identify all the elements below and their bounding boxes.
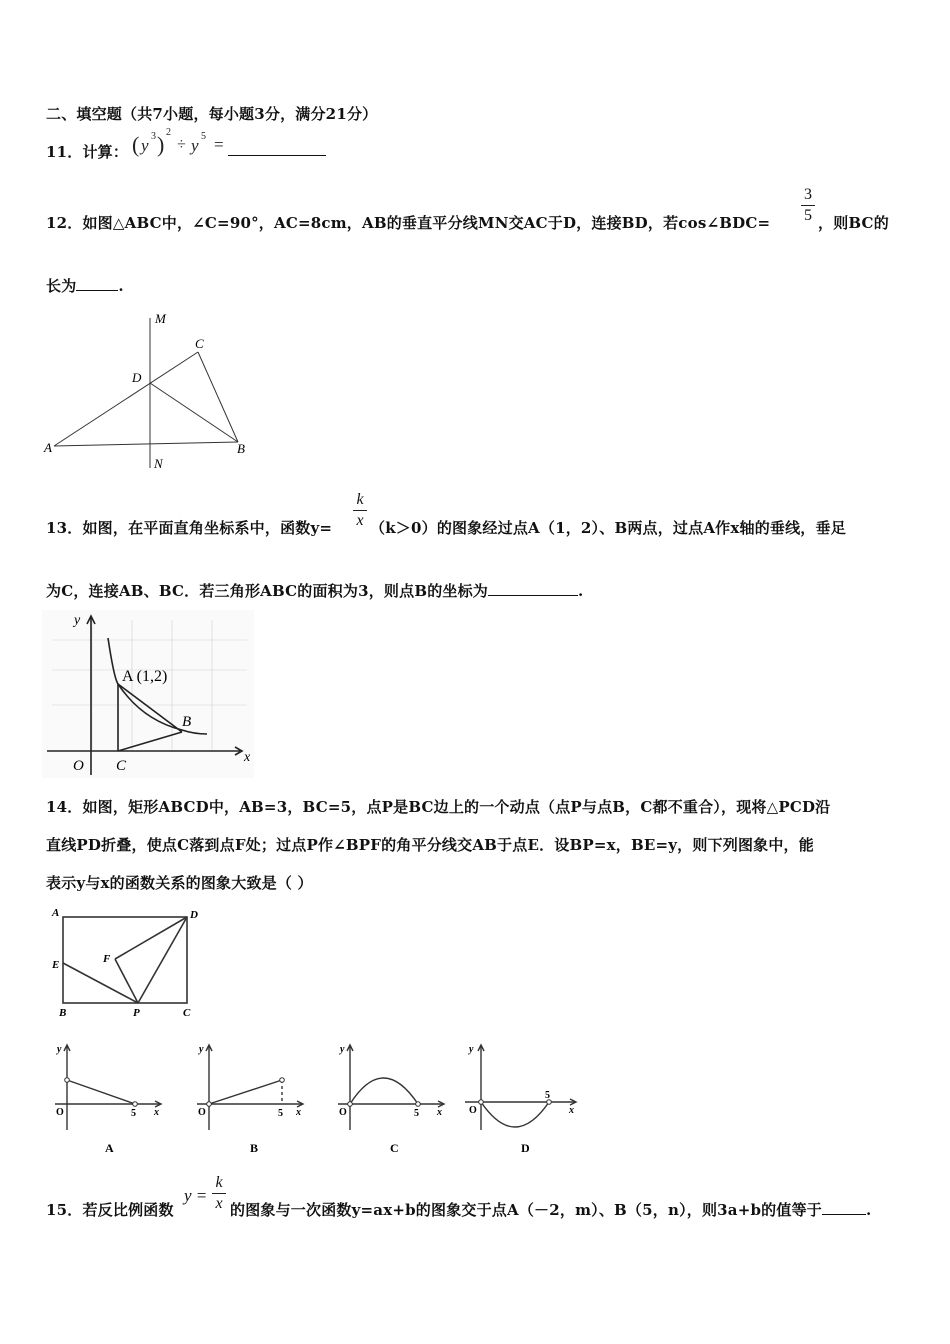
q14-c-x: x [437,1107,442,1118]
q14-c-y: y [340,1044,345,1055]
q14-label-c: C [183,1007,191,1019]
q14-label-a: A [52,907,60,919]
q14-option-graph-b [187,1040,307,1155]
q14-b-y: y [199,1044,204,1055]
q12-label-b: B [237,441,245,456]
q14-a-o: O [56,1107,64,1118]
q13-fraction [353,491,367,530]
q15-frac-den: x [215,1195,223,1212]
q14-option-graph-a [45,1040,165,1155]
q13-line2-end: . [578,582,584,600]
q13-line1-a: 13．如图，在平面直角坐标系中，函数y= [46,519,333,537]
q15-prefix: 15．若反比例函数 [46,1201,174,1219]
q13-label-a: A (1,2) [122,668,168,685]
q12-triangle-figure [40,310,260,475]
q13-line2 [46,580,583,601]
q12-answer-blank [76,290,118,291]
q14-b-x: x [296,1107,301,1118]
q15-y-eq: y = [184,1186,208,1205]
q14-c-5: 5 [414,1108,419,1119]
q14-label-f: F [103,953,111,965]
q14-b-o: O [198,1107,206,1118]
q14-label-e: E [52,959,60,971]
q12-line2-text: 长为 [46,277,77,295]
q13-answer-blank [488,595,578,596]
section-title: 二、填空题（共7小题，每小题3分，满分21分） [46,105,378,123]
q14-d-o: O [469,1105,477,1116]
q13-label-x: x [244,750,251,765]
q12-label-n: N [154,456,163,471]
q15-frac-num: k [215,1174,223,1191]
q14-line1: 14．如图，矩形ABCD中，AB=3，BC=5，点P是BC边上的一个动点（点P与点B，C都不重合），现将△PCD沿 [46,798,831,816]
q11-equals: = [214,135,224,154]
q13-coordinate-figure [42,610,257,780]
q12-line1-tail: ，则BC的 [818,214,889,232]
q13-frac-den: x [356,512,364,529]
q11-divide: ÷ [177,136,186,153]
q12-label-c: C [195,336,204,351]
q14-a-5: 5 [131,1108,136,1119]
q13-label-y: y [74,613,81,628]
q13-label-b: B [182,714,192,730]
q14-label-d: D [190,909,198,921]
q11-prefix: 11．计算： [46,143,129,161]
q12-line2 [46,275,124,296]
q14-option-d: D [521,1141,530,1155]
q12-label-d: D [132,370,142,385]
q13-line1-b: （k＞0）的图象经过点A（1，2）、B两点，过点A作x轴的垂线，垂足 [370,519,846,537]
q14-label-b: B [59,1007,67,1019]
q12-frac-den: 5 [804,207,812,224]
q14-c-o: O [339,1107,347,1118]
q14-a-y: y [57,1044,62,1055]
q13-frac-num: k [356,491,364,508]
q14-option-a: A [105,1141,114,1155]
q15-answer-blank [822,1214,866,1215]
q12-label-a: A [44,440,52,455]
q13-line2-text: 为C，连接AB、BC．若三角形ABC的面积为3，则点B的坐标为 [46,582,489,600]
q14-d-5: 5 [545,1090,550,1101]
q14-option-c: C [390,1141,399,1155]
q14-rectangle-figure [48,905,218,1020]
q14-b-5: 5 [278,1108,283,1119]
q14-option-graph-c [328,1040,448,1155]
q14-line3: 表示y与x的函数关系的图象大致是（ ） [46,874,313,892]
q14-option-graph-d [455,1040,580,1155]
q11-outer-exp: 2 [166,127,171,138]
q14-line2: 直线PD折叠，使点C落到点F处；过点P作∠BPF的角平分线交AB于点E．设BP=x，BE=y，则下列图象中，能 [46,836,814,854]
q14-d-x: x [569,1105,574,1116]
q13-label-o: O [73,758,84,774]
q15-fraction [212,1174,226,1213]
q13-label-c: C [116,758,127,774]
q11-answer-blank [228,155,326,156]
q12-label-m: M [155,311,166,326]
q15-line [230,1199,871,1220]
q14-d-y: y [469,1044,474,1055]
q11-exp2: 5 [201,131,206,142]
q12-line1: 12．如图△ABC中，∠C=90°，AC=8cm，AB的垂直平分线MN交AC于D，连接BD，若cos∠BDC= [46,214,771,232]
q12-fraction [801,186,815,225]
q15-end: . [866,1201,872,1219]
q11-inner-exp: 3 [151,131,156,142]
q11-base: y [141,136,149,155]
q15-suffix: 的图象与一次函数y=ax+b的图象交于点A（－2，m）、B（5，n），则3a+b的值等于 [230,1201,822,1219]
q14-label-p: P [133,1007,140,1019]
q14-option-b: B [250,1141,259,1155]
q14-a-x: x [154,1107,159,1118]
q12-frac-num: 3 [804,186,812,203]
q11-base2: y [191,136,199,155]
q12-line2-end: . [118,277,124,295]
